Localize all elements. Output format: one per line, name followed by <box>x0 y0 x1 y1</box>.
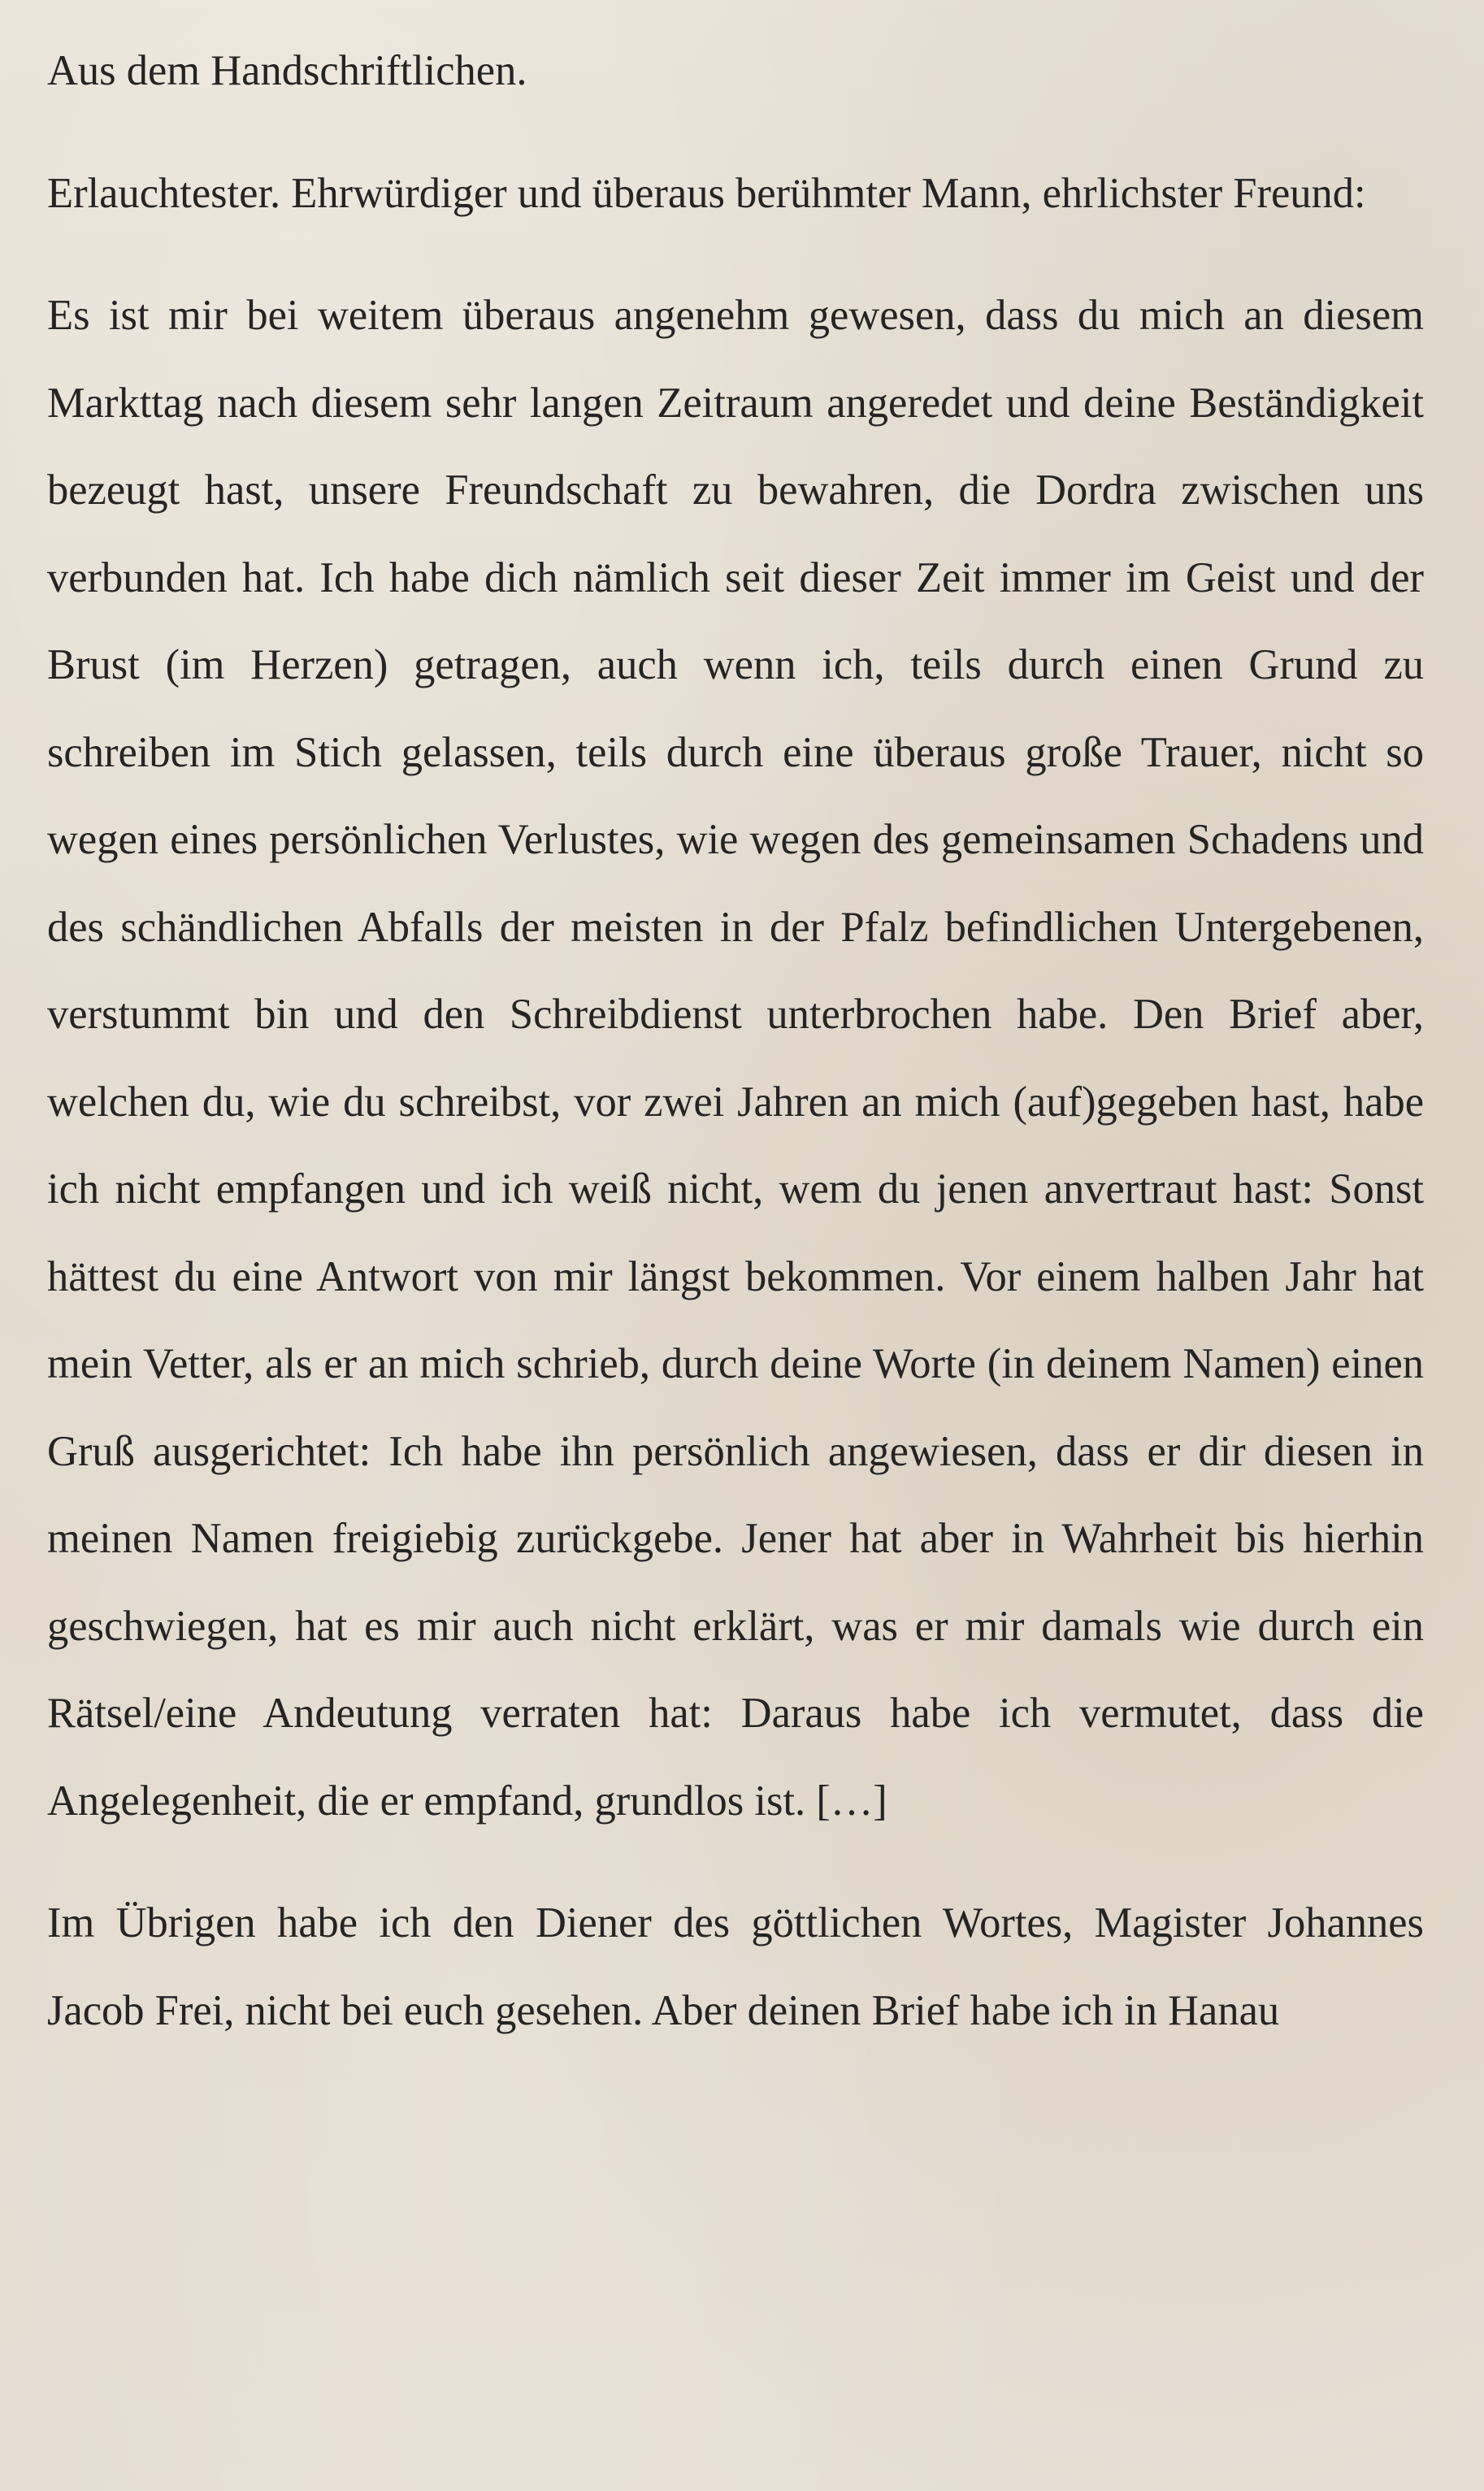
document-page <box>47 28 1424 2055</box>
document-heading: Aus dem Handschriftlichen. <box>47 47 527 94</box>
letter-paragraph-1: Es ist mir bei weitem überaus angenehm gewesen, dass du mich an diesem Markttag nach diesem sehr langen Zeitraum angeredet und deine Beständigkeit bezeugt hast, unsere Freundschaft zu bewahren, die Dordra zwischen uns verbunden hat. Ich habe dich nämlich seit dieser Zeit immer im Geist und der Brust (im Herzen) getragen, auch wenn ich, teils durch einen Grund zu schreiben im Stich gelassen, teils durch eine überaus große Trauer, nicht so wegen eines persönlichen Verlustes, wie wegen des gemeinsamen Schadens und des schändlichen Abfalls der meisten in der Pfalz befindlichen Untergebenen, verstummt bin und den Schreibdienst unterbrochen habe. Den Brief aber, welchen du, wie du schreibst, vor zwei Jahren an mich (auf)gegeben hast, habe ich nicht empfangen und ich weiß nicht, wem du jenen anvertraut hast: Sonst hättest du eine Antwort von mir längst bekommen. Vor einem halben Jahr hat mein Vetter, als er an mich schrieb, durch deine Worte (in deinem Namen) einen Gruß ausgerichtet: Ich habe ihn persönlich angewiesen, dass er dir diesen in meinen Namen freigiebig zurückgebe. Jener hat aber in Wahrheit bis hierhin geschwiegen, hat es mir auch nicht erklärt, was er mir damals wie durch ein Rätsel/eine Andeutung verraten hat: Daraus habe ich vermutet, dass die Angelegenheit, die er empfand, grundlos ist. […] <box>47 292 1424 1825</box>
letter-salutation: Erlauchtester. Ehrwürdiger und überaus berühmter Mann, ehrlichster Freund: <box>47 169 1366 217</box>
letter-paragraph-2: Im Übrigen habe ich den Diener des göttlichen Wortes, Magister Johannes Jacob Frei, nicht bei euch gesehen. Aber deinen Brief habe ich in Hanau <box>47 1899 1424 2034</box>
